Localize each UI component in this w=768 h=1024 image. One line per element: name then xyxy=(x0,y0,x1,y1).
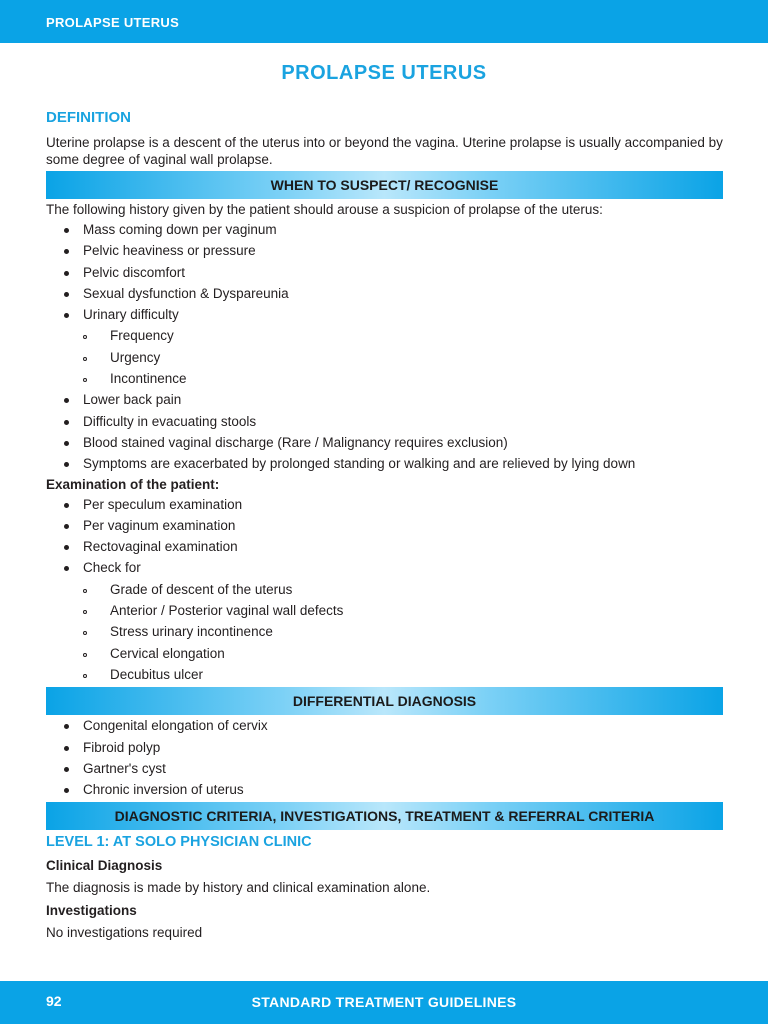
examination-label: Examination of the patient: xyxy=(46,476,220,492)
list-item: Congenital elongation of cervix xyxy=(46,715,723,736)
list-item: Chronic inversion of uterus xyxy=(46,779,723,800)
list-item: Gartner's cyst xyxy=(46,758,723,779)
footer-book-title: STANDARD TREATMENT GUIDELINES xyxy=(251,994,517,1010)
page-number: 92 xyxy=(46,993,62,1009)
investigations-label: Investigations xyxy=(46,903,137,919)
list-item: Mass coming down per vaginum xyxy=(46,219,723,240)
footer-bar xyxy=(0,981,768,1024)
list-item: Sexual dysfunction & Dyspareunia xyxy=(46,283,723,304)
list-item: Pelvic heaviness or pressure xyxy=(46,240,723,261)
sub-list-item: Cervical elongation xyxy=(46,643,723,664)
sub-list-item: Grade of descent of the uterus xyxy=(46,579,723,600)
investigations-text: No investigations required xyxy=(46,925,203,941)
list-item: Blood stained vaginal discharge (Rare / Malignancy requires exclusion) xyxy=(46,432,723,453)
sub-list-item: Urgency xyxy=(46,347,723,368)
list-item: Fibroid polyp xyxy=(46,737,723,758)
list-item: Urinary difficulty xyxy=(46,304,723,325)
sub-list-item: Anterior / Posterior vaginal wall defects xyxy=(46,600,723,621)
list-item: Symptoms are exacerbated by prolonged standing or walking and are relieved by lying down xyxy=(46,453,723,474)
examination-list xyxy=(46,494,723,686)
list-item: Difficulty in evacuating stools xyxy=(46,411,723,432)
clinical-diagnosis-text: The diagnosis is made by history and clinical examination alone. xyxy=(46,880,431,896)
section-band-suspect: WHEN TO SUSPECT/ RECOGNISE xyxy=(46,171,723,199)
page-title: PROLAPSE UTERUS xyxy=(281,62,487,84)
list-item: Per vaginum examination xyxy=(46,515,723,536)
definition-text: Uterine prolapse is a descent of the uterus into or beyond the vagina. Uterine prolapse is usually accompanied by some degree of vaginal wall prolapse. xyxy=(46,135,723,167)
section-band-differential: DIFFERENTIAL DIAGNOSIS xyxy=(46,687,723,715)
sub-list-item: Decubitus ulcer xyxy=(46,664,723,685)
sub-list-item: Stress urinary incontinence xyxy=(46,621,723,642)
main-content xyxy=(46,108,723,942)
top-header-bar xyxy=(0,0,768,43)
suspect-list xyxy=(46,219,723,475)
list-item: Rectovaginal examination xyxy=(46,536,723,557)
section-band-criteria: DIAGNOSTIC CRITERIA, INVESTIGATIONS, TREATMENT & REFERRAL CRITERIA xyxy=(46,802,723,830)
list-item: Lower back pain xyxy=(46,389,723,410)
level1-heading: LEVEL 1: AT SOLO PHYSICIAN CLINIC xyxy=(46,834,312,851)
definition-heading: DEFINITION xyxy=(46,109,131,126)
list-item: Pelvic discomfort xyxy=(46,262,723,283)
sub-list-item: Incontinence xyxy=(46,368,723,389)
differential-list xyxy=(46,715,723,800)
running-header-title: PROLAPSE UTERUS xyxy=(46,15,180,30)
sub-list-item: Frequency xyxy=(46,325,723,346)
clinical-diagnosis-label: Clinical Diagnosis xyxy=(46,858,163,874)
list-item: Per speculum examination xyxy=(46,494,723,515)
list-item: Check for xyxy=(46,557,723,578)
suspect-intro: The following history given by the patient should arouse a suspicion of prolapse of the uterus: xyxy=(46,202,603,217)
